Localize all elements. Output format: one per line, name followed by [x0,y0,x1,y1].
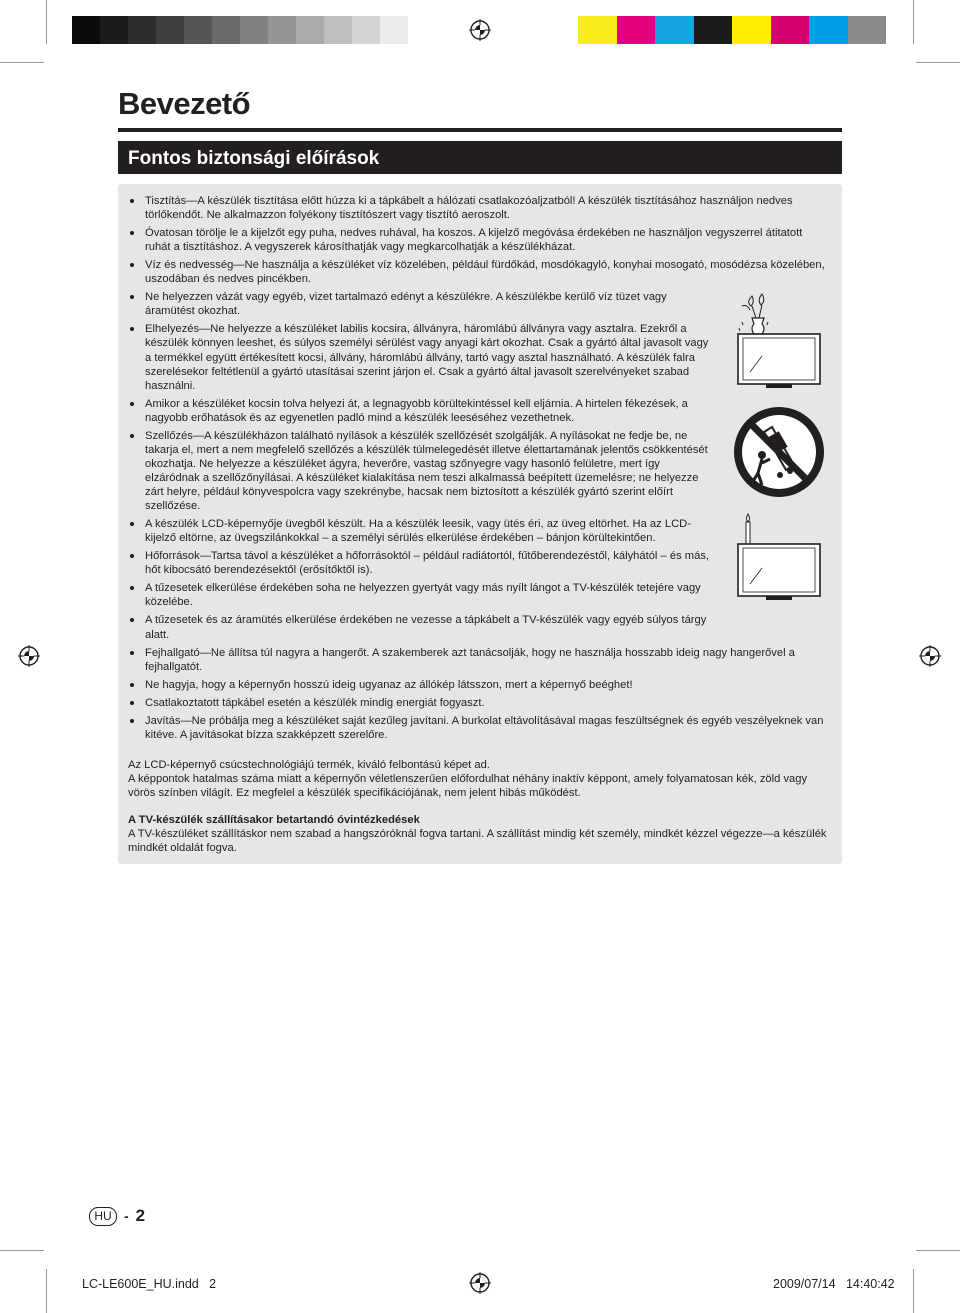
transport-text: A TV-készüléket szállításkor nem szabad a hangszóróknál fogva tartani. A szállítást mindig két személy, mindkét kézzel végezze—a készülék mindkét oldalát fogva. [128,828,827,855]
cart-tipover-warning-icon [732,405,826,499]
color-swatch [212,16,240,44]
list-item: Csatlakoztatott tápkábel esetén a készülék mindig energiát fogyaszt. [128,696,828,710]
color-swatch [100,16,128,44]
color-swatch [617,16,656,44]
list-item: A tűzesetek és az áramütés elkerülése érdekében ne vezesse a tápkábelt a TV-készülék vagy egyéb súlyos tárgy alatt. [128,613,715,641]
list-item: Javítás—Ne próbálja meg a készüléket saját kezűleg javítani. A burkolat eltávolításával magas feszültségnek és egyéb veszélyeknek van kitéve. A javításokat bízza szakképzett szerelőre. [128,714,828,742]
safety-list [128,194,828,742]
color-swatch [324,16,352,44]
color-swatch [848,16,887,44]
section-title: Fontos biztonsági előírások [128,148,380,169]
list-item: Ne helyezzen vázát vagy egyéb, vizet tartalmazó edényt a készülékre. A készülékbe kerülő víz tüzet vagy áramütést okozhat. [128,290,715,318]
list-item: Amikor a készüléket kocsin tolva helyezi át, a legnagyobb körültekintéssel kell eljárnia. A hirtelen fékezések, a nagyobb erőhatások és az egyenetlen padló mind a készülék leeséséhez vezethetnek. [128,397,730,425]
file-name: LC-LE600E_HU.indd 2 [82,1277,217,1291]
crop-mark [913,0,914,44]
color-swatch [694,16,733,44]
color-swatch [771,16,810,44]
list-item: Elhelyezés—Ne helyezze a készüléket labilis kocsira, állványra, háromlábú állványra vagy asztalra. Ezekről a készülék könnyen leeshet, és súlyos személyi sérülést vagy anyagi kárt okozhat. Csak a gyártó által javasolt vagy a termékkel együtt értékesített kocsi, állvány, háromlábú állvány, tartó vagy asztal használható. A készülék falra szerelésekor feltétlenül a gyártó utasításai szerint járjon el. Csak a gyártó által javasolt szerelvényeket szabad használni. [128,322,715,392]
section-header [118,141,842,174]
print-date: 2009/07/14 14:40:42 [773,1277,895,1291]
safety-content [128,194,828,855]
crop-mark [916,1250,960,1251]
crop-mark [0,62,44,63]
page-number-block [89,1206,145,1226]
transport-note [128,813,828,855]
page-number: 2 [135,1206,146,1225]
lcd-note-line: A képpontok hatalmas száma miatt a képernyőn véletlenszerűen előfordulhat néhány inaktív képpont, amely folyamatosan kék, zöld vagy vörös színben világít. Ez megfelel a készülék specifikációjának, nem jelent hibás működést. [128,772,808,799]
color-swatch [72,16,100,44]
crop-mark [46,1269,47,1313]
language-badge: HU [89,1207,117,1226]
list-item: A tűzesetek elkerülése érdekében soha ne helyezzen gyertyát vagy más nyílt lángot a TV-készülék tetejére vagy közelébe. [128,581,715,609]
color-swatch [184,16,212,44]
color-swatch [809,16,848,44]
registration-mark-icon [469,1272,491,1294]
lcd-note-line: Az LCD-képernyő csúcstechnológiájú termék, kiváló felbontású képet ad. [128,758,490,771]
list-item: Óvatosan törölje le a kijelzőt egy puha, nedves ruhával, ha koszos. A kijelző megóvása érdekében ne használjon vegyszerrel átitatott ruhát a tisztításhoz. A vegyszerek károsíthatják vagy megkarcolhatják a készülékházat. [128,226,828,254]
transport-title: A TV-készülék szállításakor betartandó óvintézkedések [128,814,420,827]
color-swatch [240,16,268,44]
page-title: Bevezető [118,86,251,121]
registration-mark-icon [919,645,941,667]
list-item: Ne hagyja, hogy a képernyőn hosszú ideig ugyanaz az állókép látsszon, mert a képernyő beéghet! [128,678,828,692]
list-item: A készülék LCD-képernyője üvegből készült. Ha a készülék leesik, vagy ütés éri, az üveg eltörhet. Ha az LCD-kijelző eltörne, az üvegszilánkokkal – a személyi sérülés elkerülése érdekében – bánjon körültekintően. [128,517,715,545]
crop-mark [916,62,960,63]
color-swatch [156,16,184,44]
lcd-note [128,758,828,800]
page-number-dash: - [124,1208,129,1224]
candle-on-tv-icon [732,512,826,604]
color-swatch [380,16,408,44]
crop-mark [913,1269,914,1313]
title-rule [118,128,842,132]
registration-mark-icon [18,645,40,667]
crop-mark [46,0,47,44]
color-swatch [578,16,617,44]
crop-mark [0,1250,44,1251]
vase-on-tv-icon [732,292,826,392]
color-swatch [352,16,380,44]
color-swatch [128,16,156,44]
list-item: Tisztítás—A készülék tisztítása előtt húzza ki a tápkábelt a hálózati csatlakozóaljzatból! A készülék tisztításához használjon nedves törlőkendőt. Ne alkalmazzon folyékony tisztítószert vagy tisztító aeroszolt. [128,194,828,222]
list-item: Víz és nedvesség—Ne használja a készüléket víz közelében, például fürdőkád, mosdókagyló, konyhai mosogató, mosódézsa közelében, uszodában és nedves pincékben. [128,258,828,286]
color-swatch [268,16,296,44]
list-item: Szellőzés—A készülékházon található nyílások a készülék szellőzését szolgálják. A nyílásokat ne fedje be, ne takarja el, mert a nem megfelelő szellőzés a készülék túlmelegedését illetve élettartamának jelentős csökkentését okozhatja. Ne helyezze a készüléket ágyra, heverőre, vastag szőnyegre vagy hasonló felületre, mert így elzáródnak a szellőzőnyílásai. A készüléket kialakítása nem teszi alkalmassá beépített üzemelésre; ne helyezze zárt helyre, például könyvespolcra vagy szekrénybe, hacsak nem biztosított a készülék gyártó szerint előírt szellőzése. [128,429,715,514]
registration-mark-icon [469,19,491,41]
list-item: Fejhallgató—Ne állítsa túl nagyra a hangerőt. A szakemberek azt tanácsolják, hogy ne használja hosszabb ideig nagy hangerővel a fejhallgatót. [128,646,828,674]
list-item: Hőforrások—Tartsa távol a készüléket a hőforrásoktól – például radiátortól, fűtőberendezéstől, kályhától – és más, hőt kibocsátó berendezésektől (erősítőktől is). [128,549,715,577]
color-swatch [732,16,771,44]
color-swatch [655,16,694,44]
color-swatch [296,16,324,44]
